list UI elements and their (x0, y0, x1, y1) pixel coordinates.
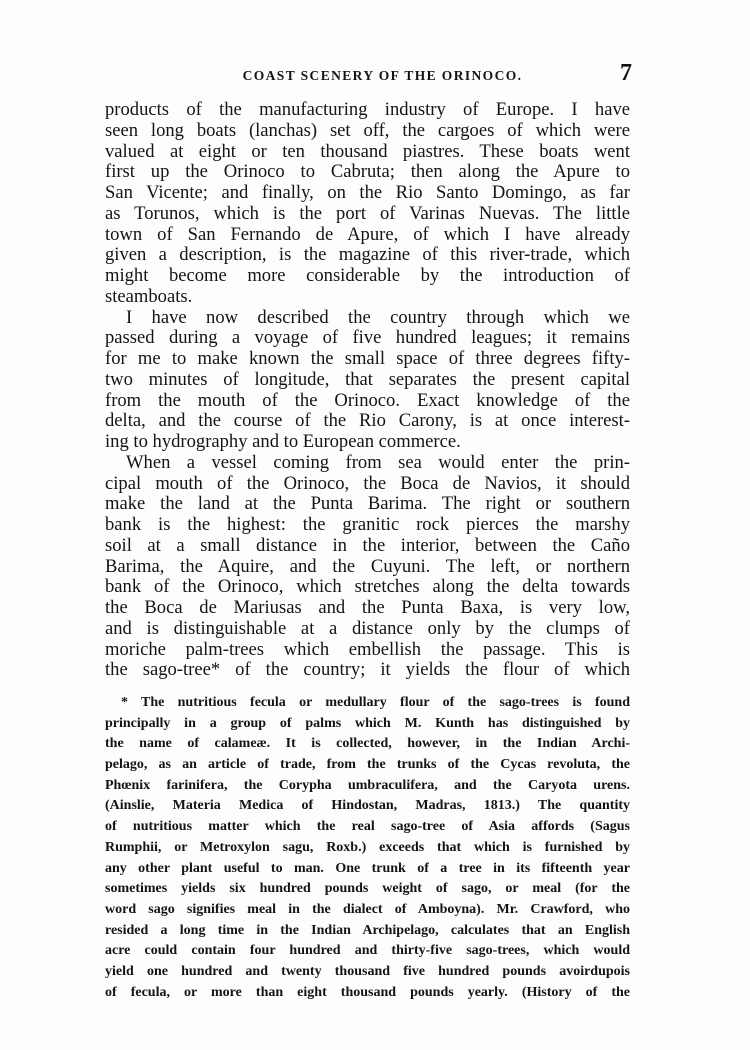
footnote-line: resided a long time in the Indian Archipelago, calculates that an English (105, 922, 630, 938)
body-line: bank is the highest: the granitic rock pierces the marshy (105, 514, 630, 535)
body-line: steamboats. (105, 285, 193, 307)
footnote-line: sometimes yields six hundred pounds weight of sago, or meal (for the (105, 881, 630, 897)
footnote (105, 693, 630, 1003)
footnote-line: acre could contain four hundred and thirty-five sago-trees, which would (105, 943, 630, 959)
footnote-line: pelago, as an article of trade, from the trunks of the Cycas revoluta, the (105, 757, 630, 773)
body-line: valued at eight or ten thousand piastres. These boats went (105, 140, 630, 162)
running-head (105, 60, 632, 87)
body-line: San Vicente; and finally, on the Rio Santo Domingo, as far (105, 182, 630, 203)
body-line: I have now described the country through which we (126, 306, 630, 328)
footnote-line: Rumphii, or Metroxylon sagu, Roxb.) exceeds that which is furnished by (105, 839, 630, 855)
footnote-line: word sago signifies meal in the dialect of Amboyna). Mr. Crawford, who (105, 901, 630, 917)
body-line: Barima, the Aquire, and the Cuyuni. The left, or northern (105, 555, 630, 577)
body-line: town of San Fernando de Apure, of which I have already (105, 223, 630, 245)
body-line: soil at a small distance in the interior, between the Caño (105, 534, 630, 556)
body-line: bank of the Orinoco, which stretches along the delta towards (105, 576, 630, 598)
body-text (105, 100, 630, 681)
body-line: given a description, is the magazine of this river-trade, which (105, 244, 630, 266)
body-line: products of the manufacturing industry of Europe. I have (105, 99, 630, 120)
footnote-line: Phœnix farinifera, the Corypha umbraculifera, and the Caryota urens. (105, 777, 630, 793)
footnote-line: (Ainslie, Materia Medica of Hindostan, Madras, 1813.) The quantity (105, 798, 630, 814)
body-line: moriche palm-trees which embellish the passage. This is (105, 638, 630, 660)
footnote-line: of fecula, or more than eight thousand pounds yearly. (History of the (105, 984, 630, 1000)
footnote-line: * The nutritious fecula or medullary flour of the sago-trees is found (121, 695, 630, 710)
footnote-line: yield one hundred and twenty thousand five hundred pounds avoirdupois (105, 963, 630, 979)
body-line: might become more considerable by the introduction of (105, 265, 630, 286)
body-line: make the land at the Punta Barima. The right or southern (105, 493, 630, 515)
body-line: the Boca de Mariusas and the Punta Baxa, is very low, (105, 597, 630, 618)
body-line: for me to make known the small space of three degrees fifty- (105, 348, 630, 369)
body-line: When a vessel coming from sea would enter the prin- (126, 451, 630, 473)
running-title: COAST SCENERY OF THE ORINOCO. (242, 68, 523, 83)
body-line: passed during a voyage of five hundred leagues; it remains (105, 327, 630, 349)
body-line: two minutes of longitude, that separates the present capital (105, 368, 630, 390)
body-line: as Torunos, which is the port of Varinas Nuevas. The little (105, 202, 630, 224)
footnote-line: of nutritious matter which the real sago-tree of Asia affords (Sagus (105, 819, 630, 835)
body-line: ing to hydrography and to European commerce. (105, 431, 461, 452)
body-line: cipal mouth of the Orinoco, the Boca de Navios, it should (105, 472, 630, 494)
body-line: the sago-tree* of the country; it yields the flour of which (105, 659, 630, 681)
body-line: from the mouth of the Orinoco. Exact knowledge of the (105, 389, 630, 411)
footnote-line: principally in a group of palms which M. Kunth has distinguished by (105, 715, 630, 731)
footnote-line: any other plant useful to man. One trunk of a tree in its fifteenth year (105, 860, 630, 876)
body-line: first up the Orinoco to Cabruta; then along the Apure to (105, 161, 630, 183)
body-line: and is distinguishable at a distance only by the clumps of (105, 617, 630, 639)
page-number: 7 (620, 60, 632, 86)
body-line: seen long boats (lanchas) set off, the cargoes of which were (105, 119, 630, 141)
footnote-line: the name of calameæ. It is collected, however, in the Indian Archi- (105, 736, 630, 752)
body-line: delta, and the course of the Rio Carony, is at once interest- (105, 410, 630, 432)
